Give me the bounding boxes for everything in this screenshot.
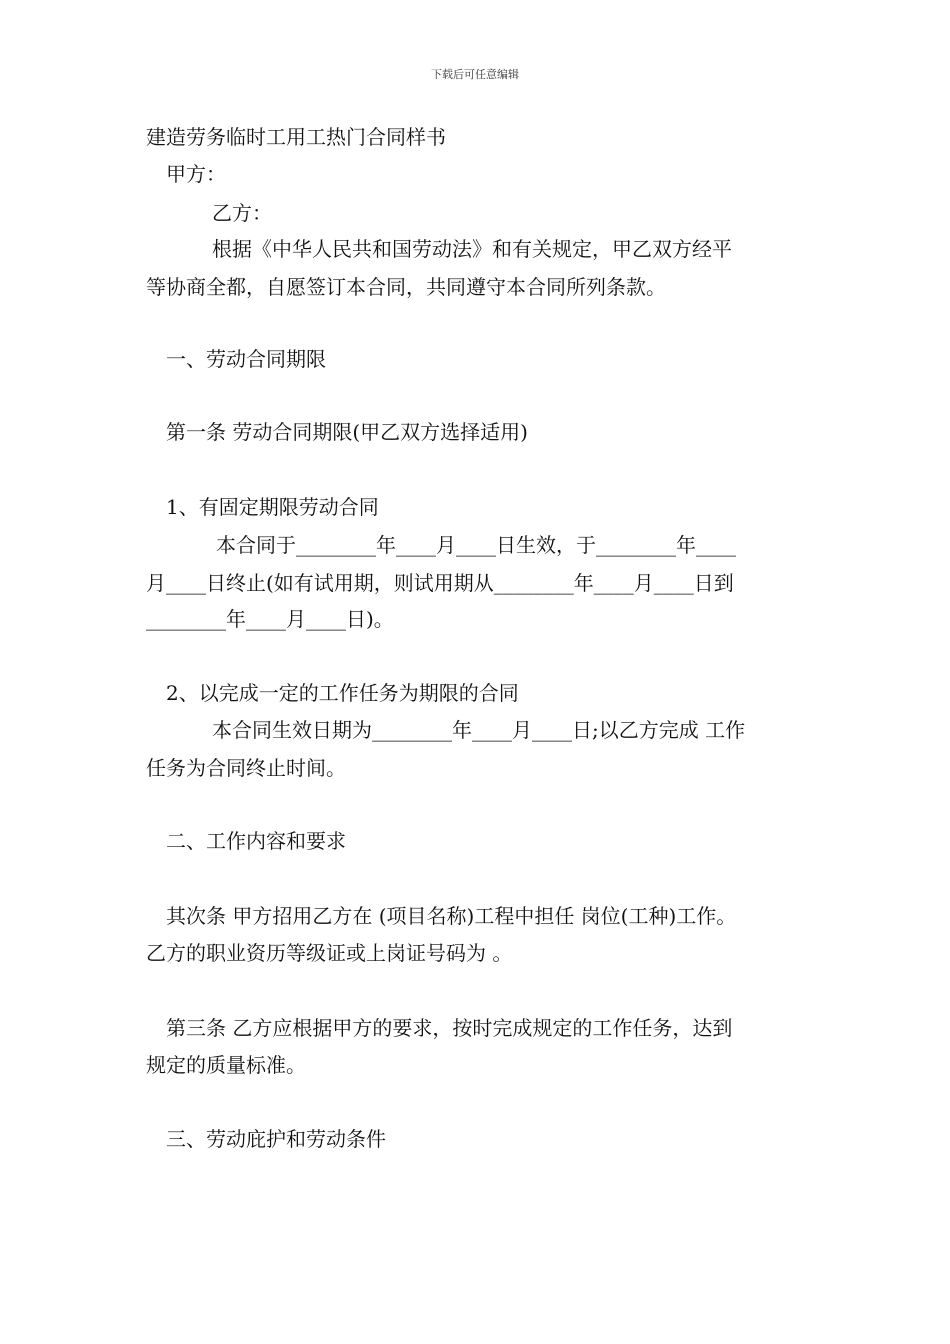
party-b-label: 乙方：: [212, 201, 272, 225]
item-1-title: 1、有固定期限劳动合同: [166, 495, 379, 519]
item-1-line-3: ________年____月____日)。: [146, 607, 394, 631]
article-3-line-2: 规定的质量标准。: [146, 1053, 306, 1077]
article-2-line-1: 其次条 甲方招用乙方在 (项目名称)工程中担任 岗位(工种)工作。: [166, 904, 737, 928]
article-3-line-1: 第三条 乙方应根据甲方的要求，按时完成规定的工作任务，达到: [166, 1016, 733, 1040]
item-2-line-1: 本合同生效日期为________年____月____日;以乙方完成 工作: [212, 718, 746, 742]
item-2-title: 2、以完成一定的工作任务为期限的合同: [166, 681, 519, 705]
intro-line-1: 根据《中华人民共和国劳动法》和有关规定，甲乙双方经平: [212, 237, 732, 261]
section-2-title: 二、工作内容和要求: [166, 829, 346, 853]
article-1: 第一条 劳动合同期限(甲乙双方选择适用): [166, 420, 528, 444]
party-a-label: 甲方：: [166, 162, 226, 186]
intro-line-2: 等协商全都，自愿签订本合同，共同遵守本合同所列条款。: [146, 275, 666, 299]
item-2-line-2: 任务为合同终止时间。: [146, 756, 346, 780]
article-2-line-2: 乙方的职业资历等级证或上岗证号码为 。: [146, 941, 513, 965]
page-header: 下载后可任意编辑: [431, 68, 519, 81]
section-3-title: 三、劳动庇护和劳动条件: [166, 1127, 386, 1151]
document-title: 建造劳务临时工用工热门合同样书: [146, 125, 446, 149]
item-1-line-2: 月____日终止(如有试用期，则试用期从________年____月____日到: [146, 571, 734, 595]
section-1-title: 一、劳动合同期限: [166, 347, 326, 371]
item-1-line-1: 本合同于________年____月____日生效，于________年____: [216, 533, 736, 557]
